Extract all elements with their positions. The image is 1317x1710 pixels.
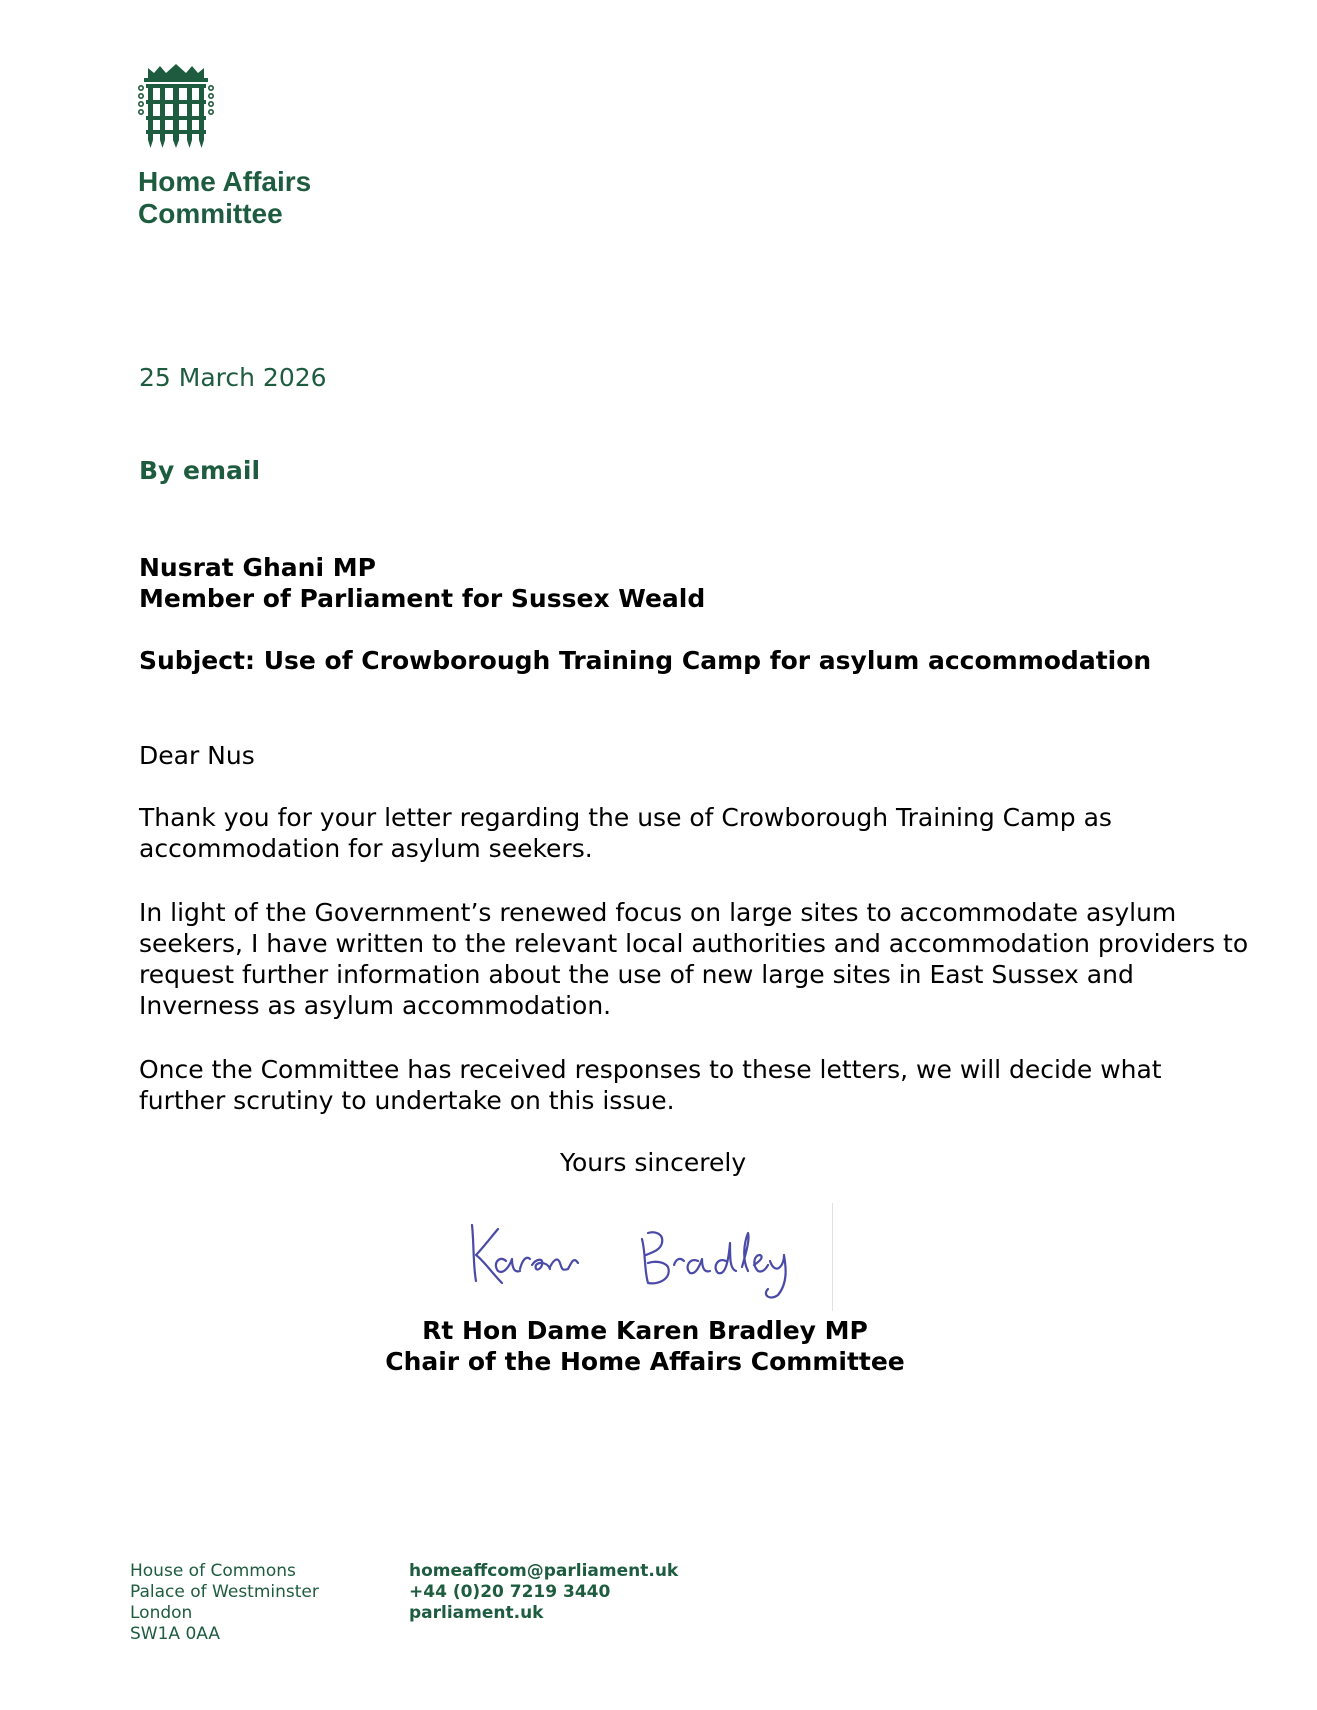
committee-name [138, 166, 311, 230]
footer-website: parliament.uk [409, 1603, 544, 1623]
body-line: Inverness as asylum accommodation. [139, 991, 612, 1020]
body-line: In light of the Government’s renewed focus on large sites to accommodate asylum [139, 898, 1177, 927]
body-paragraph-2 [139, 897, 1248, 1021]
footer-address [130, 1561, 319, 1645]
address-line: London [130, 1603, 193, 1623]
committee-name-line2: Committee [138, 198, 283, 229]
letter-date: 25 March 2026 [139, 363, 327, 392]
body-line: seekers, I have written to the relevant local authorities and accommodation providers to [139, 929, 1249, 958]
body-line: Thank you for your letter regarding the use of Crowborough Training Camp as [139, 803, 1112, 832]
body-paragraph-1 [139, 802, 1112, 864]
footer-phone: +44 (0)20 7219 3440 [409, 1582, 611, 1602]
recipient-name: Nusrat Ghani MP [139, 553, 376, 582]
closing: Yours sincerely [560, 1148, 747, 1177]
delivery-method: By email [139, 456, 261, 485]
portcullis-crown-icon [138, 64, 214, 148]
footer-contact [409, 1561, 678, 1624]
address-line: House of Commons [130, 1561, 296, 1581]
body-line: Once the Committee has received responses to these letters, we will decide what [139, 1055, 1162, 1084]
signer-name: Rt Hon Dame Karen Bradley MP [422, 1316, 868, 1345]
body-line: accommodation for asylum seekers. [139, 834, 593, 863]
footer-email: homeaffcom@parliament.uk [409, 1561, 679, 1581]
committee-name-line1: Home Affairs [138, 166, 312, 197]
body-line: request further information about the use of new large sites in East Sussex and [139, 960, 1134, 989]
recipient-title: Member of Parliament for Sussex Weald [139, 584, 706, 613]
signature-image [458, 1203, 833, 1311]
address-line: Palace of Westminster [130, 1582, 319, 1602]
letter-subject: Subject: Use of Crowborough Training Camp for asylum accommodation [139, 646, 1152, 675]
signer-block [280, 1315, 1010, 1377]
address-line: SW1A 0AA [130, 1624, 220, 1644]
recipient-block [139, 552, 705, 614]
signer-role: Chair of the Home Affairs Committee [385, 1347, 905, 1376]
body-paragraph-3 [139, 1054, 1162, 1116]
salutation: Dear Nus [139, 741, 255, 770]
body-line: further scrutiny to undertake on this issue. [139, 1086, 675, 1115]
